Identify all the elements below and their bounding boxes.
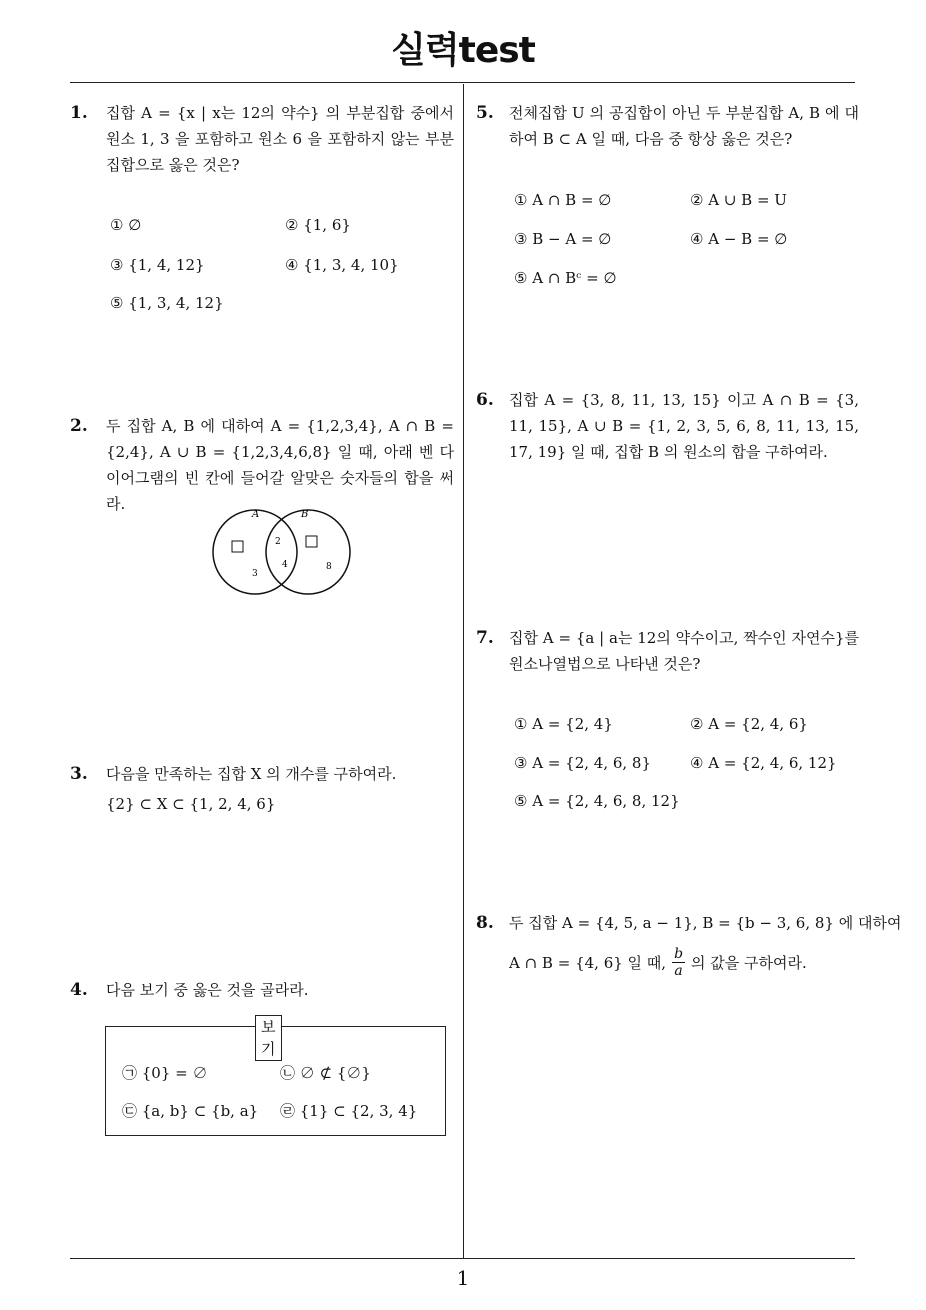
number-4: 4 <box>282 560 288 570</box>
choice-1[interactable]: ① A ∩ B = ∅ <box>514 191 612 209</box>
problem-text: 집합 A = {3, 8, 11, 13, 15} 이고 A ∩ B = {3, 11, 15}, A ∪ B = {1, 2, 3, 5, 6, 8, 11, 13, 15, 17, 19} 일 때, 집합 B 의 원소의 합을 구하여라. <box>509 391 859 461</box>
fraction-numerator: b <box>674 946 684 962</box>
line2-pre: A ∩ B = {4, 6} 일 때, <box>509 953 667 972</box>
bogi-item-1: ㉠ {0} = ∅ <box>122 1064 208 1082</box>
problem-number: 5. <box>476 103 494 123</box>
number-2: 2 <box>275 537 281 547</box>
label-b: B <box>301 509 309 520</box>
problem-text-line1: 두 집합 A = {4, 5, a − 1}, B = {b − 3, 6, 8} 에 대하여 <box>509 914 902 932</box>
choice-5[interactable]: ⑤ A = {2, 4, 6, 8, 12} <box>514 792 680 810</box>
blank-box-a <box>232 541 243 552</box>
bogi-item-3: ㉢ {a, b} ⊂ {b, a} <box>122 1102 259 1120</box>
choice-3[interactable]: ③ A = {2, 4, 6, 8} <box>514 754 652 772</box>
circle-a <box>213 510 297 594</box>
choice-5[interactable]: ⑤ {1, 3, 4, 12} <box>110 294 224 312</box>
problem-text: 다음 보기 중 옳은 것을 골라라. <box>106 981 309 999</box>
choice-1[interactable]: ① A = {2, 4} <box>514 715 613 733</box>
column-divider <box>463 84 464 1258</box>
problem-number: 7. <box>476 628 494 648</box>
choice-1[interactable]: ① ∅ <box>110 216 142 234</box>
bottom-rule <box>70 1258 855 1259</box>
fraction-denominator: a <box>674 963 683 979</box>
problem-number: 1. <box>70 103 88 123</box>
venn-diagram <box>200 500 360 600</box>
bogi-item-2: ㉡ ∅ ⊄ {∅} <box>280 1064 371 1082</box>
number-3: 3 <box>252 569 258 579</box>
choice-4[interactable]: ④ A − B = ∅ <box>690 230 788 248</box>
top-rule <box>70 82 855 83</box>
page-number: 1 <box>456 1266 470 1290</box>
blank-box-b <box>306 536 317 547</box>
label-a: A <box>252 509 260 520</box>
choice-5[interactable]: ⑤ A ∩ Bᶜ = ∅ <box>514 269 617 287</box>
problem-text: 전체집합 U 의 공집합이 아닌 두 부분집합 A, B 에 대하여 B ⊂ A 일 때, 다음 중 항상 옳은 것은? <box>509 104 859 148</box>
bogi-item-4: ㉣ {1} ⊂ {2, 3, 4} <box>280 1102 418 1120</box>
problem-number: 3. <box>70 764 88 784</box>
problem-text: 다음을 만족하는 집합 X 의 개수를 구하여라. <box>106 765 397 783</box>
problem-number: 2. <box>70 416 88 436</box>
fraction <box>672 946 685 979</box>
choice-3[interactable]: ③ B − A = ∅ <box>514 230 612 248</box>
problem-text-line2 <box>509 946 807 979</box>
page-title: 실력test <box>391 30 535 71</box>
problem-text: 집합 A = {a | a는 12의 약수이고, 짝수인 자연수}를 원소나열법으로 나타낸 것은? <box>509 629 859 673</box>
bogi-label: 보기 <box>255 1015 282 1061</box>
choice-3[interactable]: ③ {1, 4, 12} <box>110 256 205 274</box>
choice-4[interactable]: ④ {1, 3, 4, 10} <box>285 256 399 274</box>
choice-2[interactable]: ② {1, 6} <box>285 216 351 234</box>
choice-2[interactable]: ② A ∪ B = U <box>690 191 787 209</box>
problem-text: 집합 A = {x | x는 12의 약수} 의 부분집합 중에서 원소 1, 3 을 포함하고 원소 6 을 포함하지 않는 부분집합으로 옳은 것은? <box>106 104 454 174</box>
problem-text: 두 집합 A, B 에 대하여 A = {1,2,3,4}, A ∩ B = {2,4}, A ∪ B = {1,2,3,4,6,8} 일 때, 아래 벤 다이어그램의 빈 칸에 들어갈 알맞은 숫자들의 합을 써라. <box>106 417 454 513</box>
problem-number: 6. <box>476 390 494 410</box>
condition: {2} ⊂ X ⊂ {1, 2, 4, 6} <box>106 795 276 813</box>
circle-b <box>266 510 350 594</box>
problem-number: 4. <box>70 980 88 1000</box>
choice-2[interactable]: ② A = {2, 4, 6} <box>690 715 808 733</box>
line2-post: 의 값을 구하여라. <box>691 953 807 972</box>
number-8: 8 <box>326 562 332 572</box>
problem-number: 8. <box>476 913 494 933</box>
choice-4[interactable]: ④ A = {2, 4, 6, 12} <box>690 754 837 772</box>
